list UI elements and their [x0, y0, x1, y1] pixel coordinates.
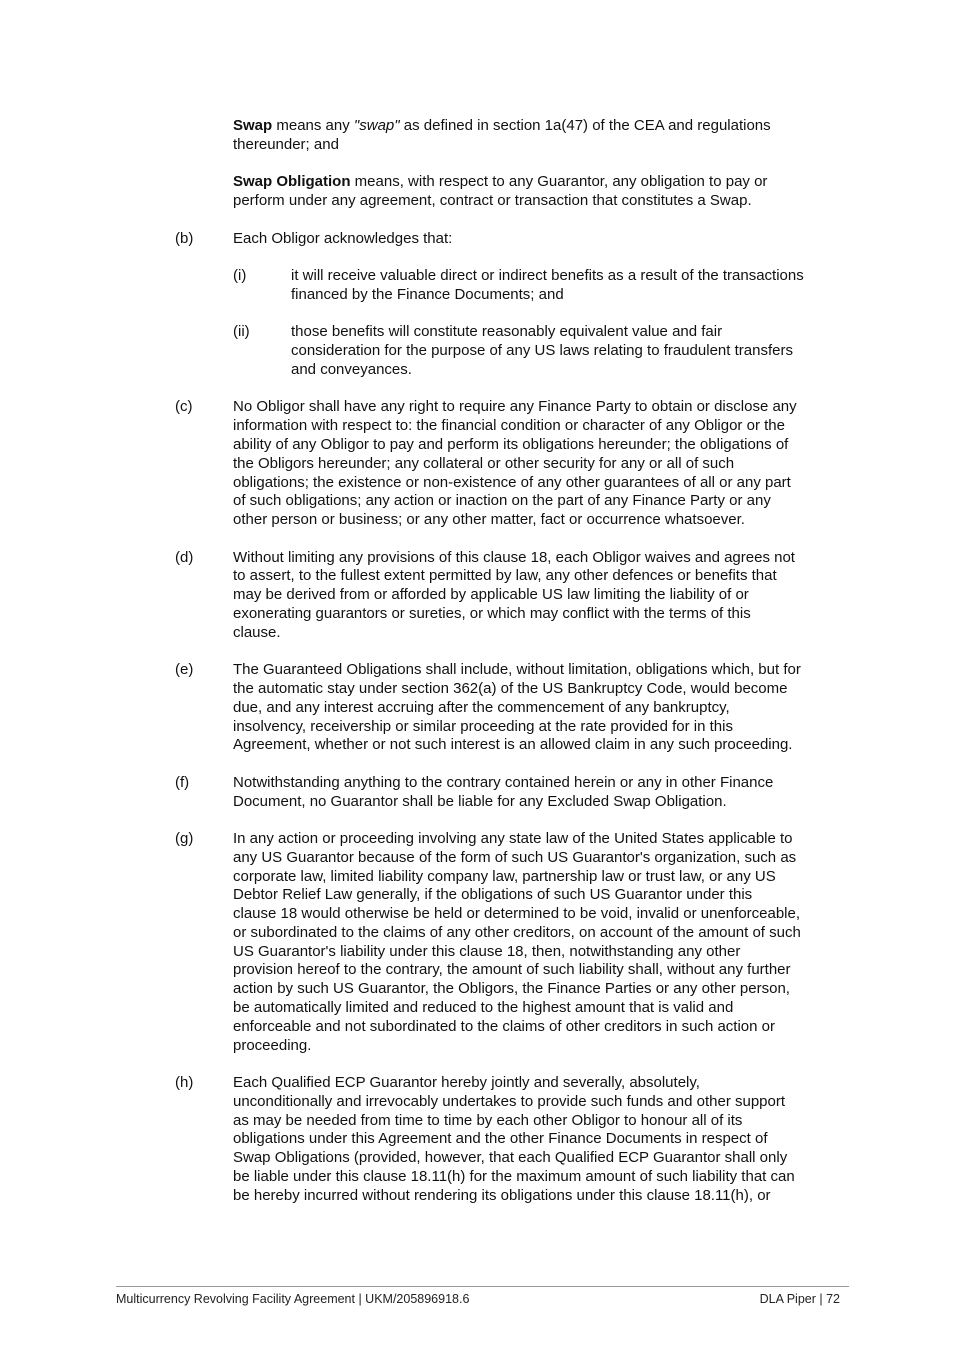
- definition-swap-obligation: [0, 173, 965, 211]
- clause-text-line: US Guarantor's liability under this clause 18, then, notwithstanding any other: [233, 942, 741, 960]
- clause-text-line: ability of any Obligor to pay and perform its obligations hereunder; the obligations of: [233, 436, 789, 454]
- clause-text-line: obligations under this Agreement and the other Finance Documents in respect of: [233, 1130, 768, 1148]
- clause-label: (c): [175, 398, 193, 416]
- clause-text-line: clause.: [233, 623, 281, 641]
- clause-text-line: to assert, to the fullest extent permitted by law, any other defences or benefits that: [233, 567, 777, 585]
- clause-text-line: due, and any interest accruing after the commencement of any bankruptcy,: [233, 698, 730, 716]
- clause-text-line: of such obligations; any action or inaction on the part of any Finance Party or any: [233, 492, 771, 510]
- clause-label: (ii): [233, 323, 250, 341]
- definition-text: means, with respect to any Guarantor, any obligation to pay or: [350, 173, 768, 191]
- definition-quote: "swap": [353, 117, 400, 134]
- definition-swap: [0, 117, 965, 155]
- clause-text-line: Agreement, whether or not such interest is an allowed claim in any such proceeding.: [233, 736, 793, 754]
- clause-text-line: it will receive valuable direct or indirect benefits as a result of the transactions: [291, 267, 804, 285]
- clause-text-line: Document, no Guarantor shall be liable for any Excluded Swap Obligation.: [233, 792, 727, 810]
- clause-text-line: any US Guarantor because of the form of such US Guarantor's organization, such as: [233, 848, 797, 866]
- clause-paragraph: [0, 661, 965, 755]
- definition-text: means any: [272, 117, 354, 134]
- clause-text-line: corporate law, limited liability company law, partnership law or trust law, or any US: [233, 867, 776, 885]
- clause-label: (e): [175, 661, 194, 679]
- clause-text-line: consideration for the purpose of any US laws relating to fraudulent transfers: [291, 342, 793, 360]
- clause-paragraph: [0, 230, 965, 249]
- clause-text-line: clause 18 would otherwise be held or determined to be void, invalid or unenforceable,: [233, 905, 801, 923]
- clause-text-line: and conveyances.: [291, 360, 412, 378]
- clause-text-line: insolvency, receivership or similar proceeding at the rate provided for in this: [233, 717, 733, 735]
- clause-paragraph: [0, 774, 965, 812]
- definition-text: thereunder; and: [233, 135, 339, 153]
- clause-paragraph: [0, 1074, 965, 1205]
- footer-page-number: DLA Piper | 72: [759, 1292, 840, 1306]
- clause-text-line: be automatically limited and reduced to the highest amount that is valid and: [233, 998, 734, 1016]
- clause-text-line: proceeding.: [233, 1036, 312, 1054]
- clause-text-line: No Obligor shall have any right to require any Finance Party to obtain or disclose any: [233, 398, 797, 416]
- clause-text-line: obligations; the existence or non-existence of any other guarantees of all or any part: [233, 473, 791, 491]
- clause-text-line: Debtor Relief Law generally, if the obligations of such US Guarantor under this: [233, 886, 753, 904]
- clause-text-line: Without limiting any provisions of this clause 18, each Obligor waives and agrees not: [233, 548, 795, 566]
- clause-text-line: the automatic stay under section 362(a) of the US Bankruptcy Code, would become: [233, 679, 788, 697]
- clause-text-line: enforceable and not subordinated to the claims of other creditors in such action or: [233, 1017, 775, 1035]
- clause-text-line: In any action or proceeding involving any state law of the United States applicable to: [233, 830, 793, 848]
- clause-label: (f): [175, 773, 190, 791]
- defined-term: Swap: [233, 117, 273, 134]
- clause-paragraph: [0, 549, 965, 643]
- clause-text-line: the Obligors hereunder; any collateral or other security for any or all of such: [233, 454, 735, 472]
- clause-label: (b): [175, 229, 194, 247]
- clause-text-line: exonerating guarantors or sureties, or which may conflict with the terms of this: [233, 604, 751, 622]
- clause-label: (i): [233, 267, 247, 285]
- clause-text-line: Notwithstanding anything to the contrary contained herein or any in other Finance: [233, 773, 774, 791]
- clause-text-line: action by such US Guarantor, the Obligors, the Finance Parties or any other person,: [233, 980, 790, 998]
- clause-text-line: The Guaranteed Obligations shall include, without limitation, obligations which, but for: [233, 661, 801, 679]
- clause-label: (h): [175, 1074, 194, 1092]
- clause-text-line: Swap Obligations (provided, however, that each Qualified ECP Guarantor shall only: [233, 1149, 788, 1167]
- clause-paragraph: [0, 267, 965, 305]
- clause-paragraph: [0, 398, 965, 529]
- document-body: [0, 117, 965, 1224]
- clause-text-line: information with respect to: the financial condition or character of any Obligor or the: [233, 417, 785, 435]
- clause-paragraph: [0, 323, 965, 379]
- definition-text: as defined in section 1a(47) of the CEA and regulations: [399, 117, 771, 134]
- clause-text-line: as may be needed from time to time by each other Obligor to honour all of its: [233, 1111, 743, 1129]
- clause-label: (d): [175, 548, 194, 566]
- clause-text-line: other person or business; or any other matter, fact or occurrence whatsoever.: [233, 511, 745, 529]
- clause-text-line: financed by the Finance Documents; and: [291, 285, 564, 303]
- footer-document-title: Multicurrency Revolving Facility Agreement | UKM/205896918.6: [116, 1292, 470, 1306]
- clause-text-line: those benefits will constitute reasonably equivalent value and fair: [291, 323, 723, 341]
- clause-text-line: Each Qualified ECP Guarantor hereby jointly and severally, absolutely,: [233, 1074, 700, 1092]
- clause-text-line: provision hereof to the contrary, the amount of such liability shall, without any further: [233, 961, 791, 979]
- clause-text-line: unconditionally and irrevocably undertakes to provide such funds and other support: [233, 1092, 786, 1110]
- clause-text-line: or subordinated to the claims of any other creditors, on account of the amount of such: [233, 923, 801, 941]
- clause-label: (g): [175, 830, 194, 848]
- clause-text-line: may be derived from or afforded by applicable US law limiting the liability of or: [233, 586, 749, 604]
- footer-divider: [116, 1286, 849, 1287]
- clause-text-line: Each Obligor acknowledges that:: [233, 229, 453, 247]
- definition-text: perform under any agreement, contract or transaction that constitutes a Swap.: [233, 192, 752, 210]
- clause-text-line: be liable under this clause 18.11(h) for the maximum amount of such liability that can: [233, 1167, 795, 1185]
- defined-term: Swap Obligation: [233, 173, 351, 191]
- clause-paragraph: [0, 830, 965, 1055]
- clause-text-line: be hereby incurred without rendering its obligations under this clause 18.11(h), or: [233, 1186, 771, 1204]
